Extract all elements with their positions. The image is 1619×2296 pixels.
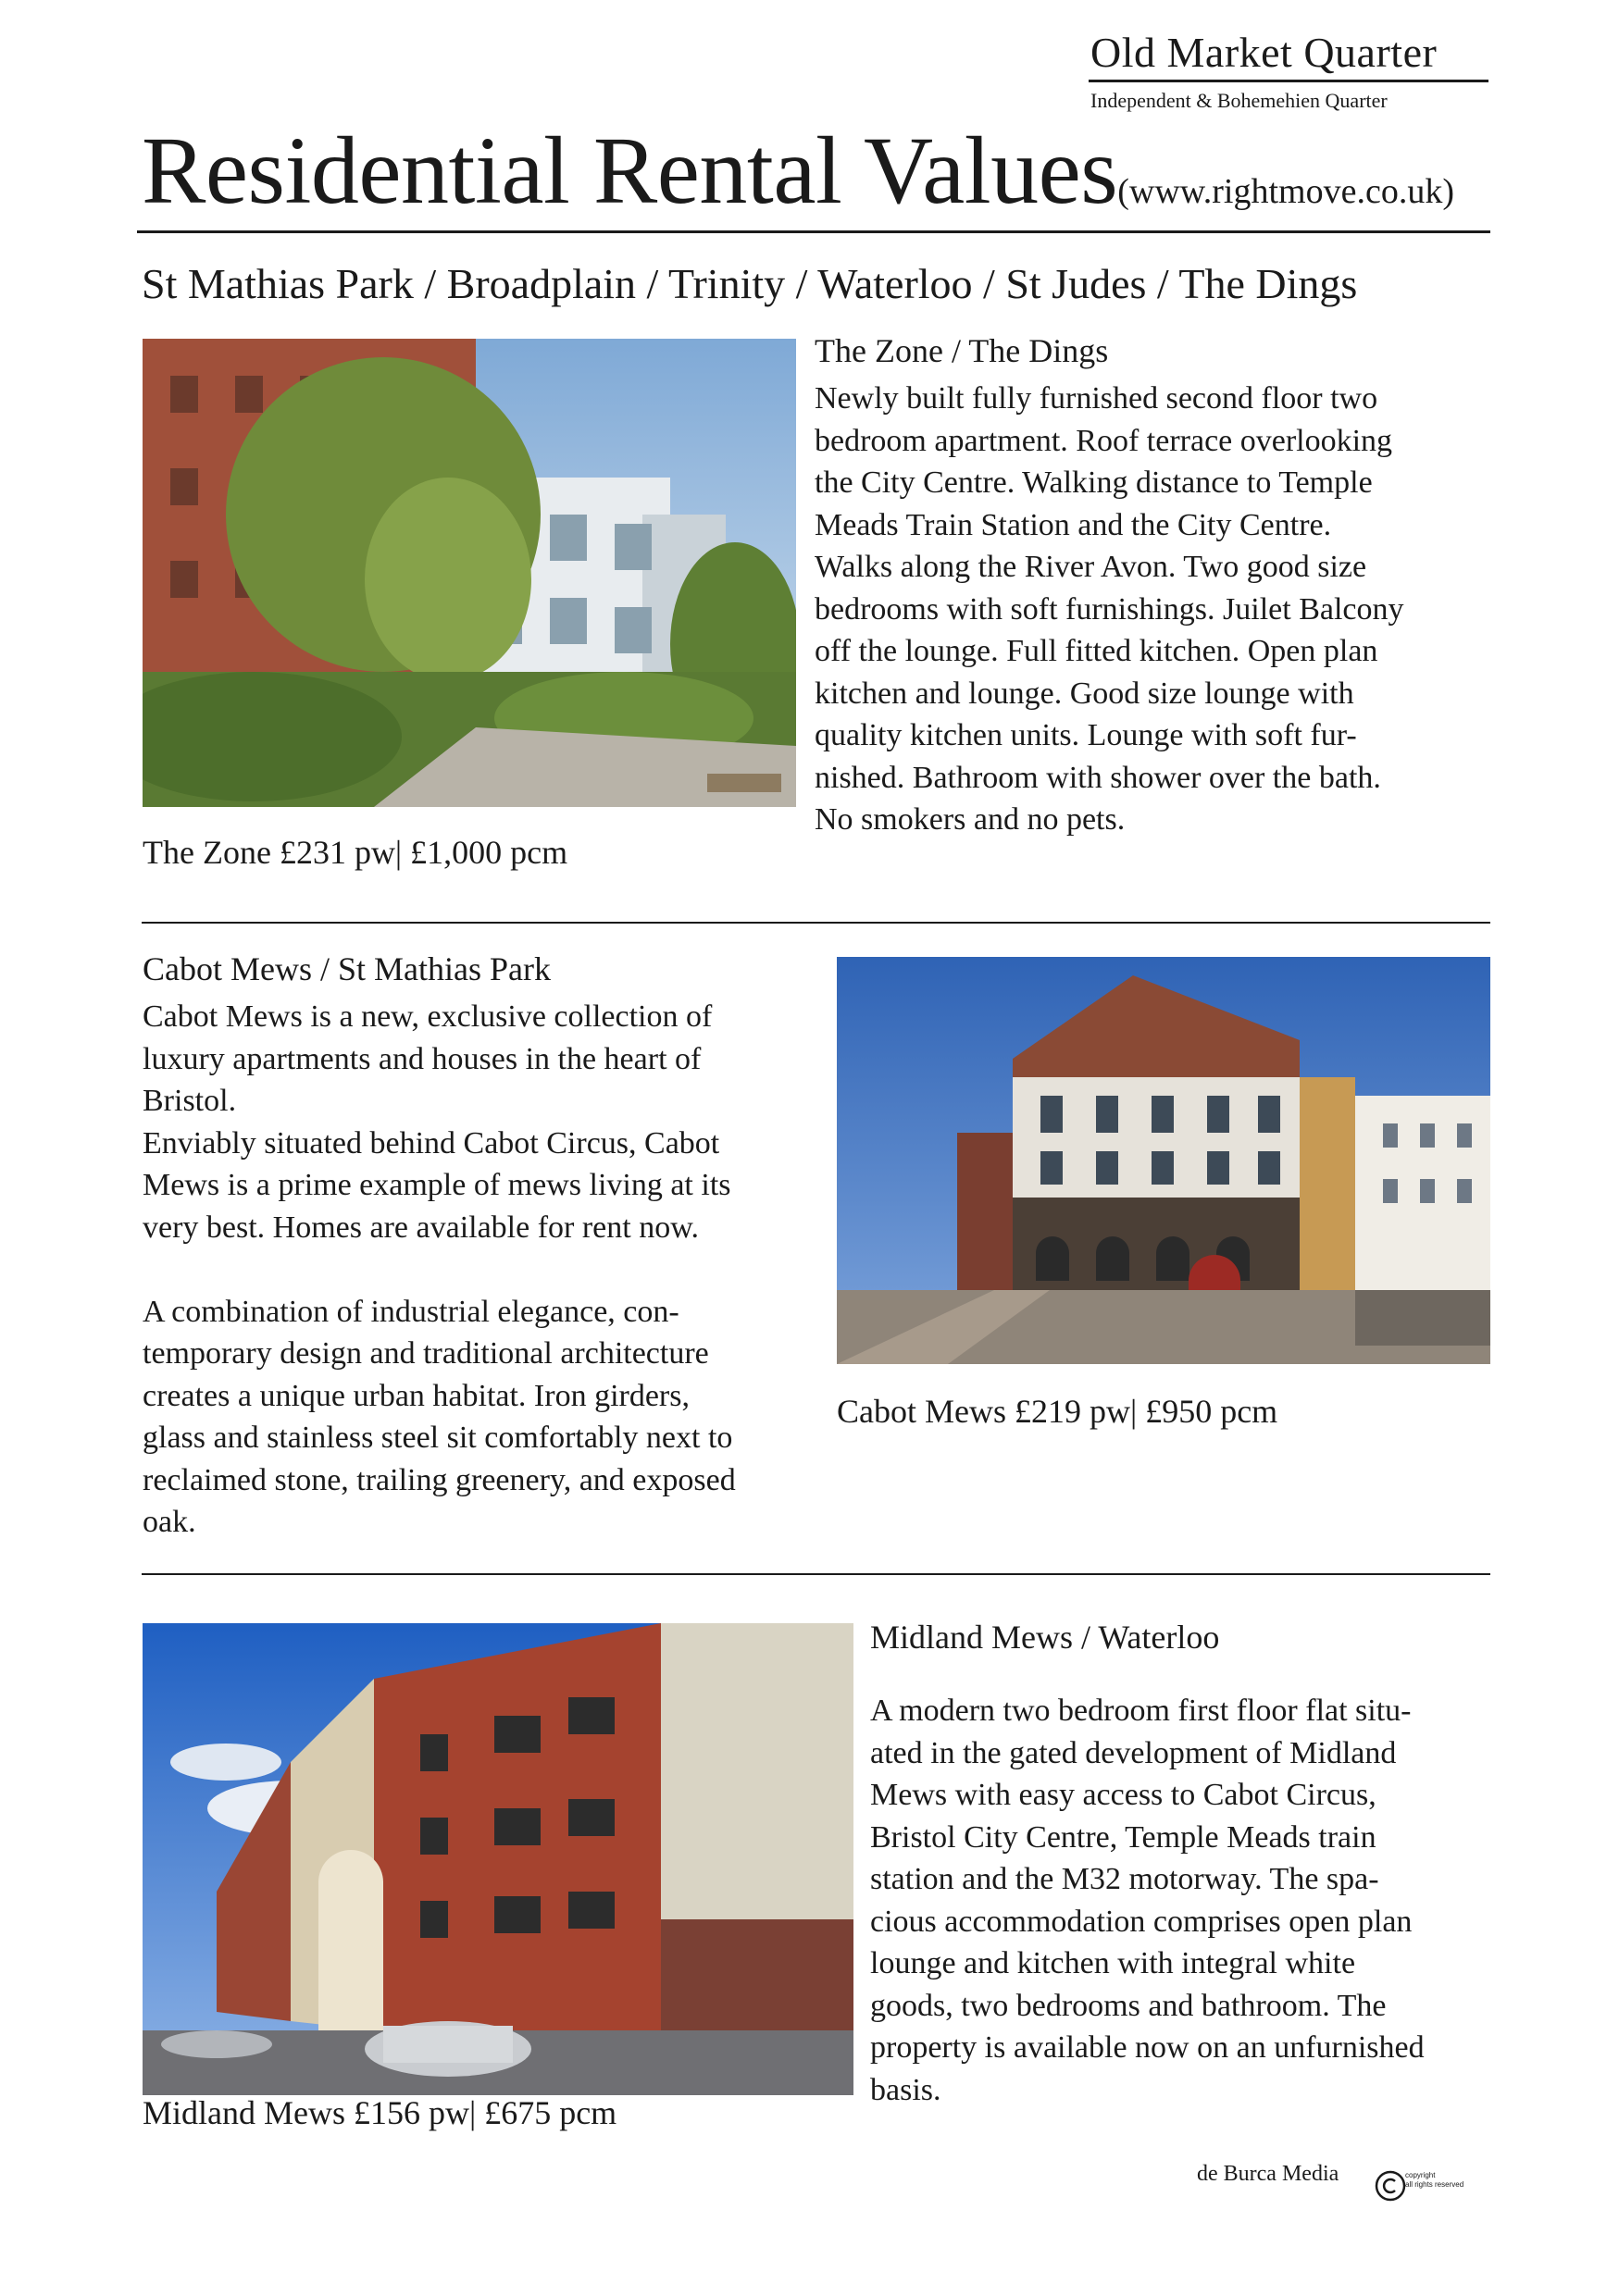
midland-mews-heading: Midland Mews / Waterloo [870,1619,1220,1656]
midland-mews-photo [143,1623,853,2095]
cabot-mews-photo [837,957,1490,1364]
the-zone-heading: The Zone / The Dings [815,332,1109,369]
copyright-icon [1374,2169,1407,2203]
midland-mews-description: A modern two bedroom first floor flat situ- ated in the gated development of Midland Mews with easy access to Cabot Circus, Bristol City Centre, Temple Meads train station and the M32 motorway. The spa- cious accommodation comprises open plan lounge and kitchen with integral white goods, two bedrooms and bathroom. The property is available now on an unfurnished basis. [870,1694,1425,2107]
cabot-mews-price: Cabot Mews £219 pw| £950 pcm [837,1393,1278,1430]
section-divider-2 [142,1573,1490,1575]
the-zone-photo [143,339,796,807]
brand-underline [1089,80,1488,82]
source-link[interactable]: (www.rightmove.co.uk) [1117,172,1454,211]
footer-credit: de Burca Media [1197,2162,1339,2186]
cabot-mews-image [837,957,1490,1364]
cabot-mews-description: Cabot Mews is a new, exclusive collection of luxury apartments and houses in the heart of Bristol. Enviably situated behind Cabot Circus, Cabot Mews is a prime example of mews living at its very best. Homes are available for rent now. A combination of industrial elegance, con- temporary design and traditional architecture creates a unique urban habitat. Iron girders, glass and stainless steel sit comfortably next to reclaimed stone, trailing greenery, and exposed oak. [143,999,736,1539]
section-divider-1 [142,922,1490,924]
the-zone-image [143,339,796,807]
page-title [142,118,1454,224]
title-divider [137,230,1490,233]
page-title-text: Residential Rental Values [142,118,1118,224]
brand-name: Old Market Quarter [1090,29,1438,76]
copyright-note: copyright all rights reserved [1405,2171,1464,2189]
the-zone-price: The Zone £231 pw| £1,000 pcm [143,834,568,871]
brand-tagline: Independent & Bohemehien Quarter [1090,89,1388,112]
areas-subheading: St Mathias Park / Broadplain / Trinity / Waterloo / St Judes / The Dings [142,260,1358,307]
midland-mews-image [143,1623,853,2095]
midland-mews-price: Midland Mews £156 pw| £675 pcm [143,2094,617,2131]
cabot-mews-heading: Cabot Mews / St Mathias Park [143,950,551,987]
the-zone-description: Newly built fully furnished second floor two bedroom apartment. Roof terrace overlooking the City Centre. Walking distance to Temple Meads Train Station and the City Centre. Walks along the River Avon. Two good size bedrooms with soft furnishings. Juilet Balcony off the lounge. Full fitted kitchen. Open plan kitchen and lounge. Good size lounge with quality kitchen units. Lounge with soft fur- nished. Bathroom with shower over the bath. No smokers and no pets. [815,381,1404,837]
